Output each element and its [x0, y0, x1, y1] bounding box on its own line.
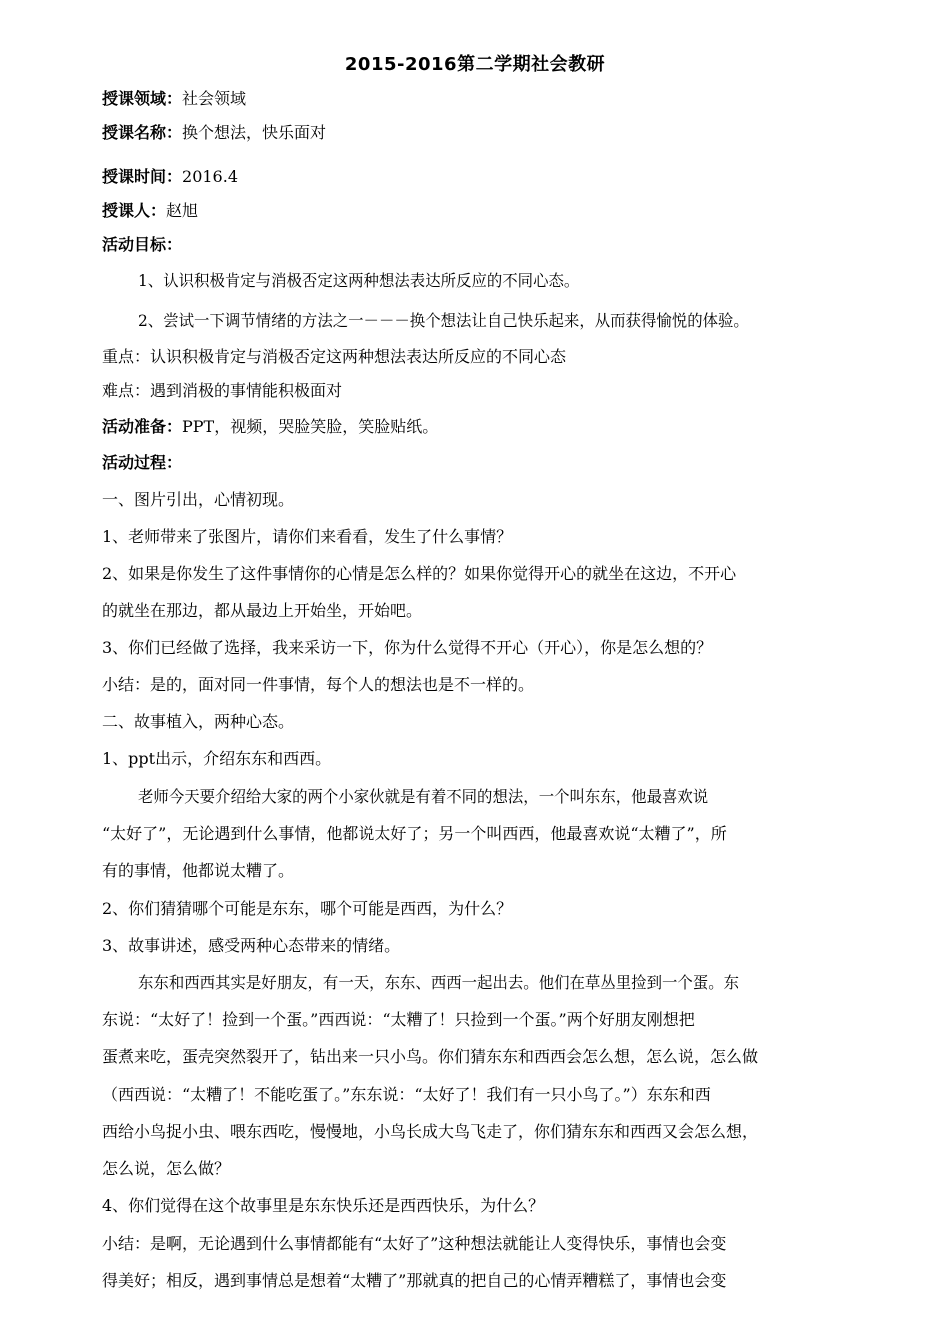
field-teacher	[102, 200, 862, 222]
field-domain-value: 社会领域	[182, 89, 247, 108]
body-line: 怎么说，怎么做？	[102, 1159, 231, 1178]
field-prep	[102, 416, 862, 438]
field-course-label: 授课名称：	[102, 123, 183, 142]
body-line: 2、你们猜猜哪个可能是东东，哪个可能是西西，为什么？	[102, 899, 513, 918]
goals-heading: 活动目标：	[102, 235, 183, 254]
field-domain-label: 授课领域：	[102, 89, 183, 108]
document-title: 2015-2016第二学期社会教研	[344, 54, 606, 75]
body-line: 1、ppt出示，介绍东东和西西。	[102, 749, 332, 768]
goal-item: 2、尝试一下调节情绪的方法之一－－－换个想法让自己快乐起来，从而获得愉悦的体验。	[138, 311, 749, 330]
body-line: 的就坐在那边，都从最边上开始坐，开始吧。	[102, 601, 423, 620]
body-line: 3、故事讲述，感受两种心态带来的情绪。	[102, 936, 401, 955]
body-line: 老师今天要介绍给大家的两个小家伙就是有着不同的想法，一个叫东东，他最喜欢说	[138, 787, 709, 806]
body-line: 小结：是的，面对同一件事情，每个人的想法也是不一样的。	[102, 675, 535, 694]
field-prep-value: PPT，视频，哭脸笑脸，笑脸贴纸。	[182, 417, 439, 436]
field-time-value: 2016.4	[182, 167, 238, 186]
field-teacher-value: 赵旭	[166, 201, 199, 220]
field-time-label: 授课时间：	[102, 167, 183, 186]
body-line: （西西说：“太糟了！不能吃蛋了。”东东说：“太好了！我们有一只小鸟了。”）东东和西	[102, 1085, 711, 1104]
body-line: “太好了”，无论遇到什么事情，他都说太好了；另一个叫西西，他最喜欢说“太糟了”，所	[102, 824, 727, 843]
field-time	[102, 166, 862, 188]
body-line: 2、如果是你发生了这件事情你的心情是怎么样的？如果你觉得开心的就坐在这边，不开心	[102, 564, 737, 583]
field-course-value: 换个想法，快乐面对	[182, 123, 327, 142]
field-prep-label: 活动准备：	[102, 417, 183, 436]
field-domain	[102, 88, 862, 110]
body-line: 蛋煮来吃，蛋壳突然裂开了，钻出来一只小鸟。你们猜东东和西西会怎么想，怎么说，怎么做	[102, 1047, 759, 1066]
difficulty: 难点：遇到消极的事情能积极面对	[102, 381, 343, 400]
body-line: 西给小鸟捉小虫、喂东西吃，慢慢地，小鸟长成大鸟飞走了，你们猜东东和西西又会怎么想，	[102, 1122, 759, 1141]
process-heading: 活动过程：	[102, 453, 183, 472]
body-line: 3、你们已经做了选择，我来采访一下，你为什么觉得不开心（开心），你是怎么想的？	[102, 638, 713, 657]
body-line: 东说：“太好了！捡到一个蛋。”西西说：“太糟了！只捡到一个蛋。”两个好朋友刚想把	[102, 1010, 695, 1029]
goal-item: 1、认识积极肯定与消极否定这两种想法表达所反应的不同心态。	[138, 271, 580, 290]
body-line: 得美好；相反，遇到事情总是想着“太糟了”那就真的把自己的心情弄糟糕了，事情也会变	[102, 1271, 727, 1290]
field-course	[102, 122, 862, 144]
key-point: 重点：认识积极肯定与消极否定这两种想法表达所反应的不同心态	[102, 347, 567, 366]
body-line: 4、你们觉得在这个故事里是东东快乐还是西西快乐，为什么？	[102, 1196, 545, 1215]
field-teacher-label: 授课人：	[102, 201, 167, 220]
body-line: 一、图片引出，心情初现。	[102, 490, 295, 509]
body-line: 1、老师带来了张图片，请你们来看看，发生了什么事情？	[102, 527, 513, 546]
body-line: 小结：是啊，无论遇到什么事情都能有“太好了”这种想法就能让人变得快乐，事情也会变	[102, 1234, 727, 1253]
body-line: 二、故事植入，两种心态。	[102, 712, 295, 731]
body-line: 有的事情，他都说太糟了。	[102, 861, 295, 880]
body-line: 东东和西西其实是好朋友，有一天，东东、西西一起出去。他们在草丛里捡到一个蛋。东	[138, 973, 740, 992]
